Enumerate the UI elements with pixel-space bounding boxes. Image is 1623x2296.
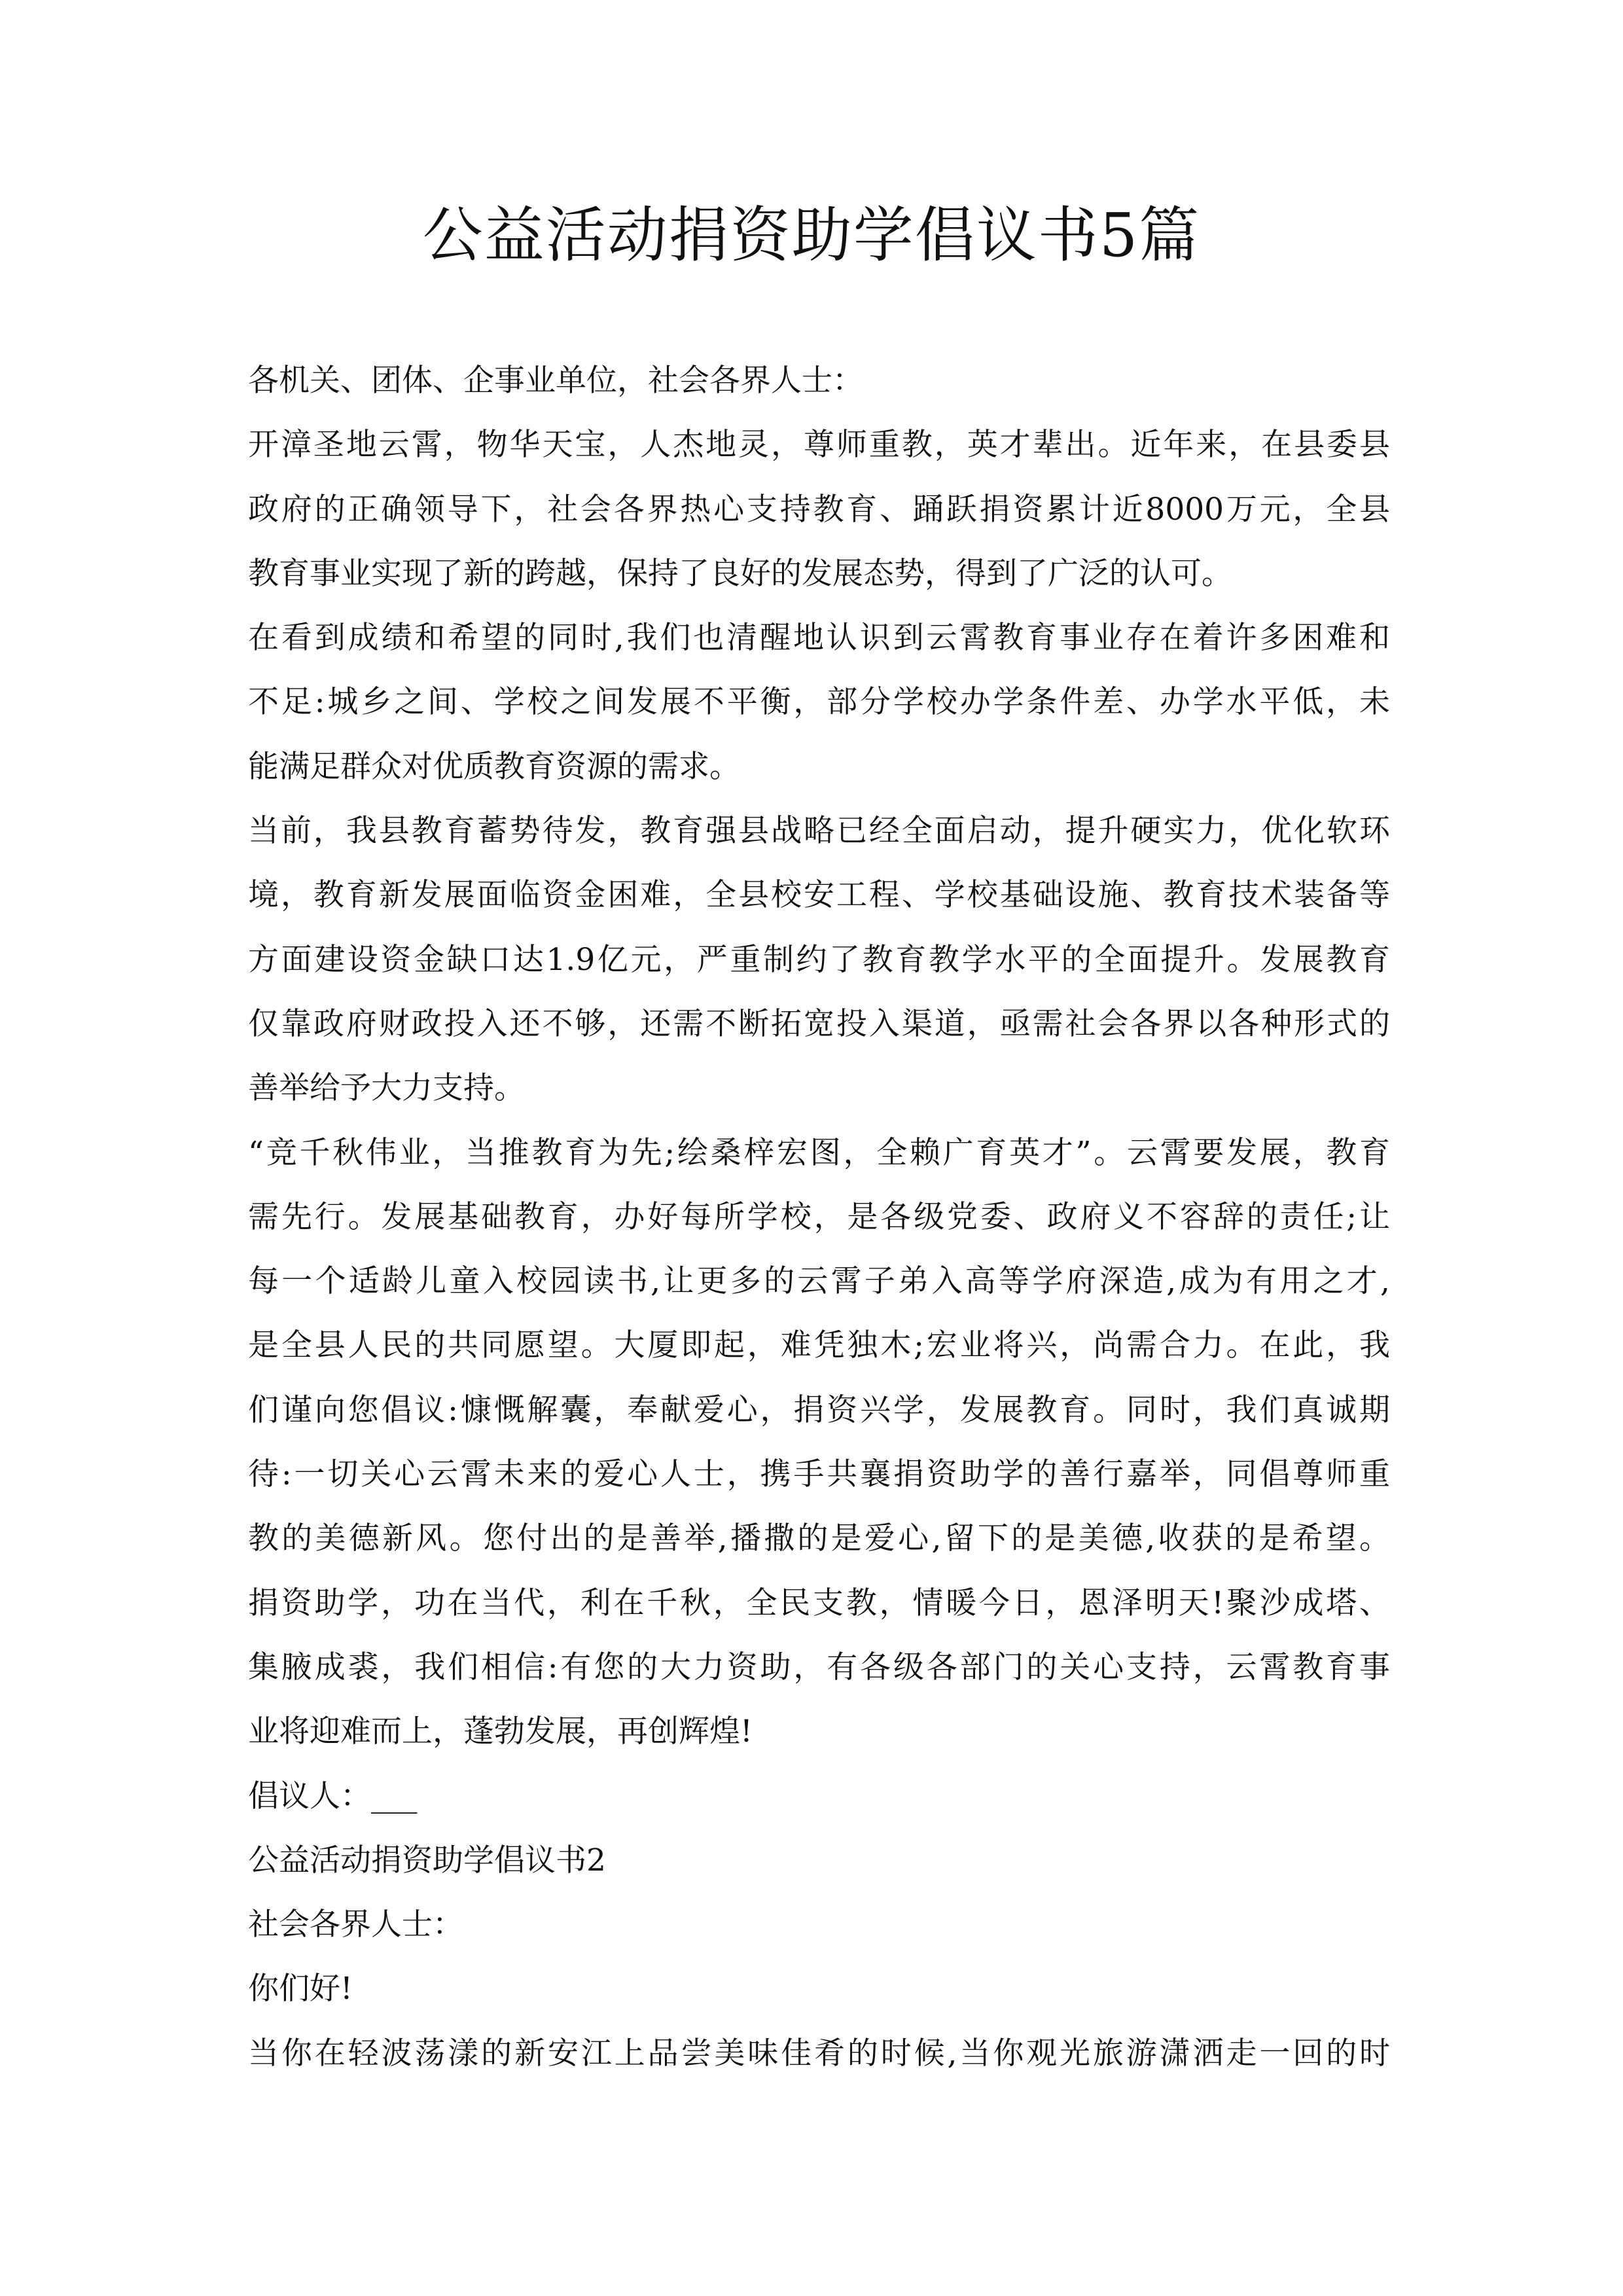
paragraph-line: 当前，我县教育蓄势待发，教育强县战略已经全面启动，提升硬实力，优化软环 xyxy=(248,813,1390,850)
paragraph-line: 业将迎难而上，蓬勃发展，再创辉煌! xyxy=(248,1713,753,1750)
paragraph-line: 需先行。发展基础教育，办好每所学校，是各级党委、政府义不容辞的责任;让 xyxy=(248,1198,1390,1235)
paragraph-line: “竞千秋伟业，当推教育为先;绘桑梓宏图，全赖广育英才”。云霄要发展，教育 xyxy=(248,1134,1390,1171)
document-title: 公益活动捐资助学倡议书5篇 xyxy=(422,200,1201,270)
paragraph-line: 能满足群众对优质教育资源的需求。 xyxy=(248,748,740,785)
paragraph-line: 境，教育新发展面临资金困难，全县校安工程、学校基础设施、教育技术装备等 xyxy=(248,877,1390,914)
paragraph-line: 方面建设资金缺口达1.9亿元，严重制约了教育教学水平的全面提升。发展教育 xyxy=(248,941,1390,978)
paragraph-line: 仅靠政府财政投入还不够，还需不断拓宽投入渠道，亟需社会各界以各种形式的 xyxy=(248,1005,1390,1042)
paragraph-line: 倡议人：___ xyxy=(248,1778,418,1814)
paragraph-line: 教的美德新风。您付出的是善举,播撒的是爱心,留下的是美德,收获的是希望。 xyxy=(248,1520,1390,1557)
paragraph-line: 是全县人民的共同愿望。大厦即起，难凭独木;宏业将兴，尚需合力。在此，我 xyxy=(248,1327,1390,1364)
paragraph-line: 公益活动捐资助学倡议书2 xyxy=(248,1842,606,1878)
paragraph-line: 当你在轻波荡漾的新安江上品尝美味佳肴的时候,当你观光旅游潇洒走一回的时 xyxy=(248,2035,1390,2072)
paragraph-line: 待:一切关心云霄未来的爱心人士，携手共襄捐资助学的善行嘉举，同倡尊师重 xyxy=(248,1456,1390,1493)
paragraph-line: 善举给予大力支持。 xyxy=(248,1070,525,1107)
paragraph-line: 不足:城乡之间、学校之间发展不平衡，部分学校办学条件差、办学水平低，未 xyxy=(248,684,1390,721)
paragraph-line: 每一个适龄儿童入校园读书,让更多的云霄子弟入高等学府深造,成为有用之才, xyxy=(248,1263,1390,1300)
paragraph-line: 捐资助学，功在当代，利在千秋，全民支教，情暖今日，恩泽明天!聚沙成塔、 xyxy=(248,1585,1390,1621)
paragraph-line: 在看到成绩和希望的同时,我们也清醒地认识到云霄教育事业存在着许多困难和 xyxy=(248,620,1390,656)
paragraph-line: 政府的正确领导下，社会各界热心支持教育、踊跃捐资累计近8000万元，全县 xyxy=(248,491,1390,528)
paragraph-line: 集腋成裘，我们相信:有您的大力资助，有各级各部门的关心支持，云霄教育事 xyxy=(248,1649,1390,1685)
paragraph-line: 各机关、团体、企事业单位，社会各界人士： xyxy=(248,363,863,399)
document-body xyxy=(248,349,1390,2086)
paragraph-line: 社会各界人士： xyxy=(248,1907,463,1943)
paragraph-line: 开漳圣地云霄，物华天宝，人杰地灵，尊师重教，英才辈出。近年来，在县委县 xyxy=(248,427,1390,463)
paragraph-line: 们谨向您倡议:慷慨解囊，奉献爱心，捐资兴学，发展教育。同时，我们真诚期 xyxy=(248,1391,1390,1428)
paragraph-line: 你们好! xyxy=(248,1971,353,2007)
paragraph-line: 教育事业实现了新的跨越，保持了良好的发展态势，得到了广泛的认可。 xyxy=(248,555,1232,592)
